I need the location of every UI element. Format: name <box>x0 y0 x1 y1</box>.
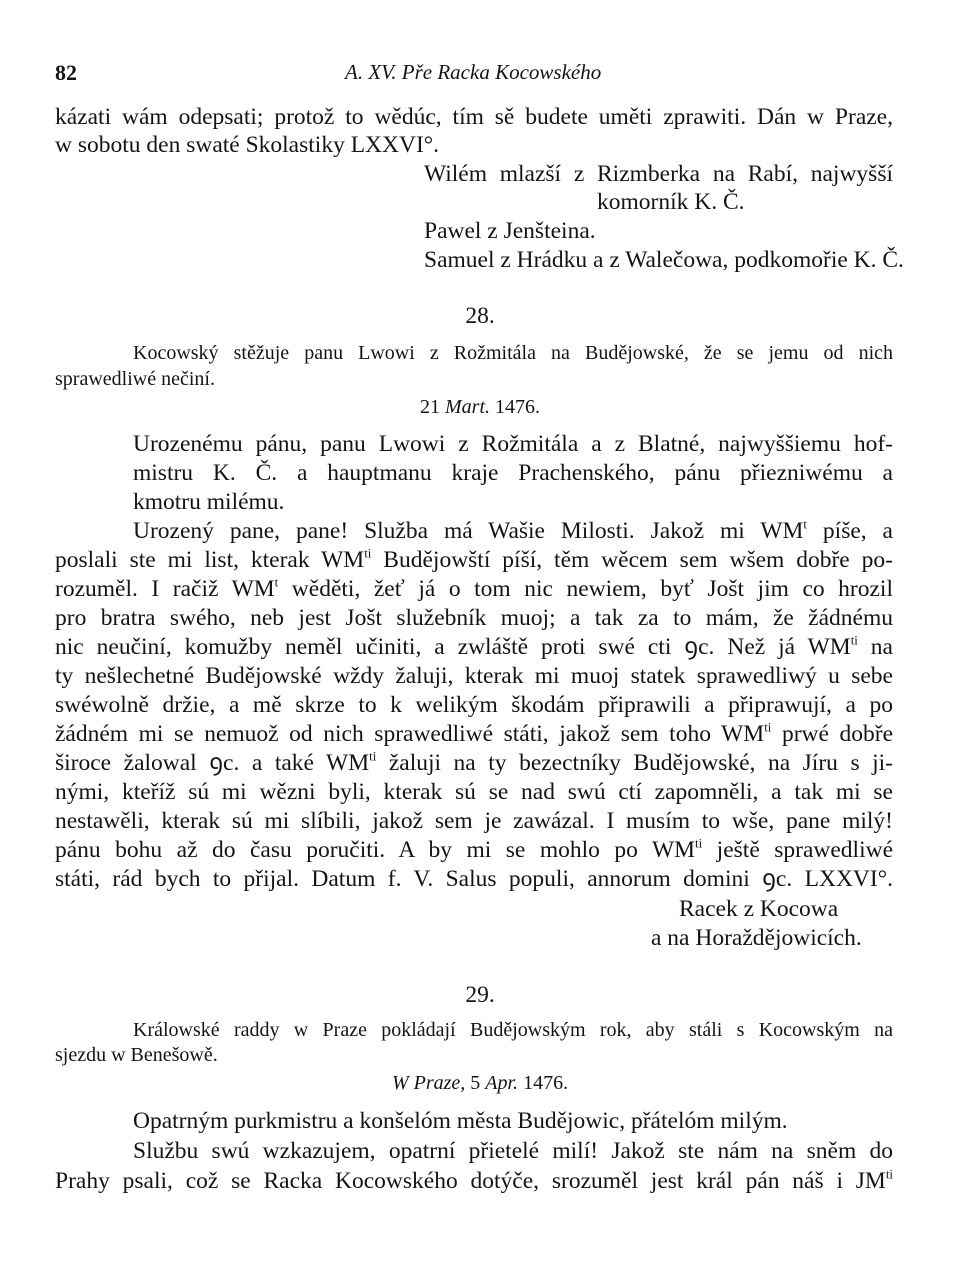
doc28-body-line-2: poslali ste mi list, kterak $WM^{ti}$ Budějowští píší, těm wěcem sem wšem dobře po- <box>55 545 893 573</box>
doc27-signature-3: Samuel z Hrádku a z Walečowa, podkomořie K. Č. <box>424 247 904 273</box>
doc29-address: Opatrným purkmistru a konšelóm města Budějowic, přátelóm milým. <box>133 1108 788 1134</box>
doc28-body-line-1: Urozený pane, pane! Služba má Wašie Milosti. Jakož mi $WM^t$ píše, a <box>133 516 893 544</box>
doc28-body-line-3: rozuměl. I račiž $WM^t$ wěděti, žeť já o tom nic newiem, byť Jošt jim co hrozil <box>55 574 893 602</box>
doc28-signature-2: a na Horaždějowicích. <box>651 925 862 951</box>
doc28-body-line-4: pro bratra swého, neb jest Jošt služebník muoj; a tak za to mám, že žádnému <box>55 605 893 631</box>
doc28-date <box>0 397 960 417</box>
doc28-body-line-9: široce žalowal ꝯc. a také $WM^{ti}$ žaluji na ty bezectníky Budějowské, na Jíru s ji- <box>55 748 893 776</box>
doc29-body-line-1: Službu swú wzkazujem, opatrní přietelé milí! Jakož ste nám na sněm do <box>133 1138 893 1164</box>
doc29-date-month: Apr. <box>485 1072 519 1094</box>
page-number: 82 <box>55 60 77 85</box>
doc28-address-line-2: mistru K. Č. a hauptmanu kraje Prachenského, pánu přiezniwému a <box>133 460 893 486</box>
doc28-body-line-5: nic neučiní, komužby neměl učiniti, a zwláště proti swé cti ꝯc. Než já $WM^{ti}$ na <box>55 632 893 660</box>
doc27-signature-1b: komorník K. Č. <box>597 189 745 215</box>
doc29-date-place: W Praze, <box>391 1072 466 1094</box>
doc29-date-day: 5 <box>470 1072 481 1094</box>
doc28-body-line-13: státi, rád bych to přijal. Datum f. V. Salus populi, annorum domini ꝯc. LXXVI°. <box>55 866 893 892</box>
doc27-body-line-1: kázati wám odepsati; protož to wědúc, tím sě budete uměti zprawiti. Dán w Praze, <box>55 104 893 130</box>
running-head: A. XV. Pře Racka Kocowského <box>345 60 602 84</box>
doc27-body-line-2: w sobotu den swaté Skolastiky LXXVI°. <box>55 132 440 158</box>
doc28-body-line-8: žádném mi se nemuož od nich sprawedliwé státi, jakož sem toho $WM^{ti}$ prwé dobře <box>55 719 894 747</box>
doc28-summary-line-2: sprawedliwé nečiní. <box>55 368 215 390</box>
doc28-date-month: Mart. <box>445 396 490 418</box>
doc28-body-line-7: swéwolně držie, a mě skrze to k welikým škodám připrawili a připrawují, a po <box>55 692 893 718</box>
doc28-body-line-6: ty nešlechetné Budějowské wždy žaluji, kterak mi muoj statek sprawedliwý u sebe <box>55 663 893 689</box>
doc29-summary-line-1: Králowské raddy w Praze pokládají Budějowským rok, aby stáli s Kocowským na <box>133 1019 893 1041</box>
doc28-signature-1: Racek z Kocowa <box>679 896 839 922</box>
doc28-number: 28. <box>465 303 495 329</box>
page-header <box>55 60 890 90</box>
doc28-body-line-10: nými, kteříž sú mi wězni byli, kterak sú se nad swú ctí zapomněli, a tak mi se <box>55 779 893 805</box>
doc27-signature-1: Wilém mlazší z Rizmberka na Rabí, najwyšší <box>424 161 893 187</box>
doc28-body-line-12: pánu bohu až do času poručiti. A by mi se mohlo po $WM^{ti}$ ještě sprawedliwé <box>55 835 893 863</box>
doc28-body-line-11: nestawěli, kterak sú mi slíbili, jakož sem je zawázal. I musím to wše, pane milý! <box>55 808 893 834</box>
doc28-date-day: 21 <box>420 396 440 418</box>
doc29-date <box>0 1073 960 1093</box>
doc28-date-year: 1476. <box>495 396 540 418</box>
doc28-address-line-1: Urozenému pánu, panu Lwowi z Rožmitála a z Blatné, najwyššiemu hof- <box>133 431 893 457</box>
doc29-date-year: 1476. <box>523 1072 569 1094</box>
doc27-signature-2: Pawel z Jenšteina. <box>424 218 596 244</box>
doc29-summary-line-2: sjezdu w Benešowě. <box>55 1044 218 1066</box>
doc29-number: 29. <box>465 982 495 1008</box>
doc28-summary-line-1: Kocowský stěžuje panu Lwowi z Rožmitála na Budějowské, že se jemu od nich <box>133 342 893 364</box>
doc28-address-line-3: kmotru milému. <box>133 489 285 515</box>
doc29-body-line-2: Prahy psali, což se Racka Kocowského dotýče, srozuměl jest král pán náš i $JM^{ti}$ <box>55 1166 893 1194</box>
